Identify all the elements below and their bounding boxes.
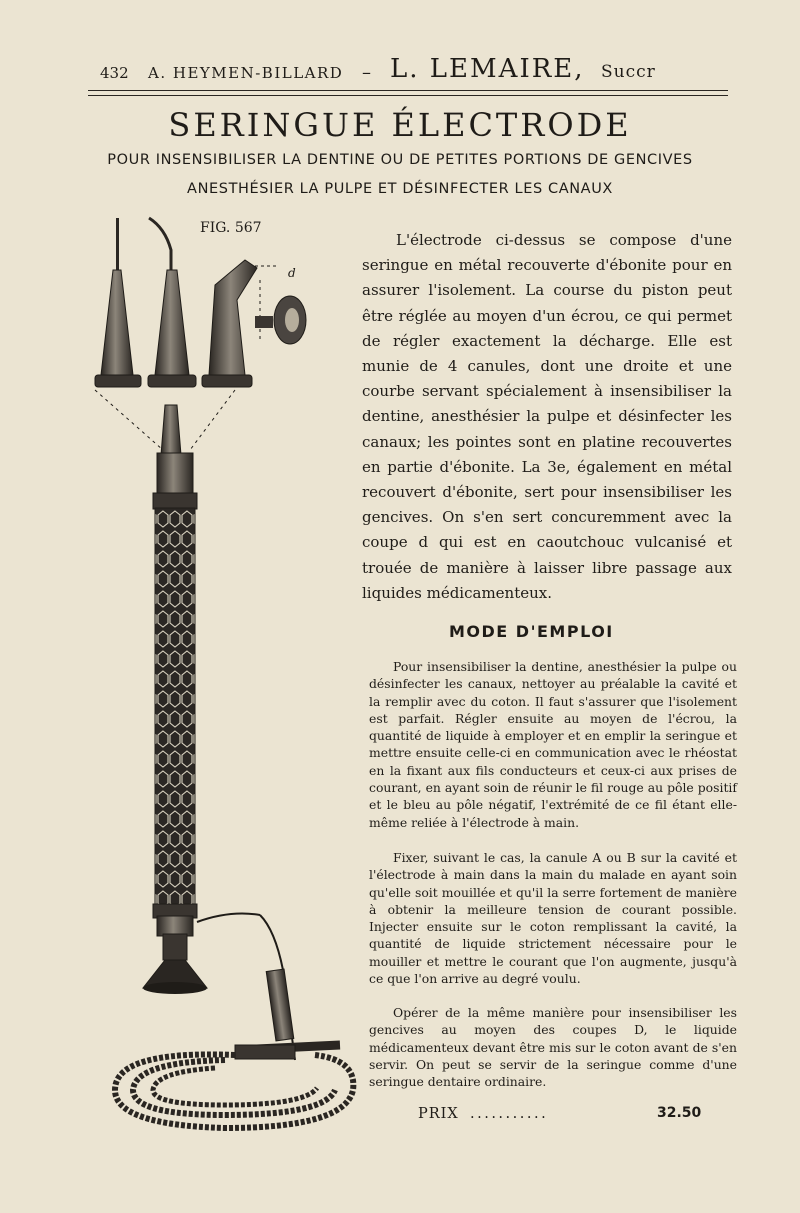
hand-electrode-cable	[115, 914, 353, 1128]
page-number: 432	[100, 64, 129, 82]
usage-paragraph-1: Pour insensibiliser la dentine, anesthésier la pulpe ou désinfecter les canaux, nettoyer au préalable la cavité et la remplir avec du coton. Il faut s'assurer que l'isolement est parfait. Régler ensuite au moyen de l'écrou, la quantité de liquide à employer et en emplir la seringue et mettre ensuite celle-ci en communication avec le rhéostat en la fixant aux fils conducteurs et ceux-ci aux prises de courant, en ayant soin de réunir le fil rouge au pôle positif et le bleu au pôle négatif, l'extrémité de ce fil étant elle-même reliée à l'électrode à main.	[369, 659, 737, 830]
header-dash: –	[362, 62, 371, 83]
product-title: SERINGUE ÉLECTRODE	[168, 106, 632, 144]
product-description: L'électrode ci-dessus se compose d'une seringue en métal recouverte d'ébonite pour en assurer l'isolement. La course du piston peut être réglée au moyen d'un écrou, ce qui permet de régler exactement la décharge. Elle est munie de 4 canules, dont une droite et une courbe servant spécialement à insensibiliser la dentine, anesthésier la pulpe et désinfecter les canaux; les pointes sont en platine recouvertes en partie d'ébonite. La 3e, également en métal recouvert d'ébonite, sert pour insensibiliser les gencives. On s'en sert concuremment avec la coupe d qui est en caoutchouc vulcanisé et trouée de manière à laisser libre passage aux liquides médicamenteux.	[362, 231, 732, 602]
syringe-electrode-illustration	[85, 210, 365, 1140]
mode-emploi-heading: MODE D'EMPLOI	[449, 622, 614, 641]
price-label: PRIX	[418, 1106, 459, 1122]
product-subtitle-line1: POUR INSENSIBILISER LA DENTINE OU DE PETITES PORTIONS DE GENCIVES	[107, 152, 693, 168]
figure-label: FIG. 567	[200, 220, 262, 236]
syringe-body	[143, 405, 207, 994]
straight-cannula	[95, 218, 141, 387]
curved-cannula	[148, 218, 196, 387]
rubber-cup-d	[255, 280, 306, 344]
usage-paragraph-3: Opérer de la même manière pour insensibiliser les gencives au moyen des coupes D, le liquide médicamenteux devant être mis sur le coton avant de s'en servir. On peut se servir de la seringue comme d'une seringue dentaire ordinaire.	[369, 1005, 737, 1090]
price-leader-dots: ...........	[470, 1106, 549, 1122]
price-value: 32.50	[657, 1105, 702, 1121]
successor-name: L. LEMAIRE,	[390, 54, 585, 84]
header-rule-top	[88, 90, 728, 91]
page-header	[100, 56, 730, 86]
usage-paragraph-2: Fixer, suivant le cas, la canule A ou B sur la cavité et l'électrode à main dans la main du malade en ayant soin qu'elle soit mouillée et qu'il la serre fortement de manière à obtenir la meilleure tension de courant possible. Injecter ensuite sur le coton remplissant la cavité, la quantité de liquide strictement nécessaire pour le mouiller et mettre le courant que l'on augmente, jusqu'à ce que l'on arrive au degré voulu.	[369, 850, 737, 987]
product-subtitle-line2: ANESTHÉSIER LA PULPE ET DÉSINFECTER LES CANAUX	[187, 181, 613, 197]
successor-suffix: Succr	[601, 62, 656, 82]
figure-part-d-label: d	[288, 266, 296, 280]
header-rule-bottom	[88, 95, 728, 96]
publisher-name: A. HEYMEN-BILLARD	[148, 64, 344, 82]
